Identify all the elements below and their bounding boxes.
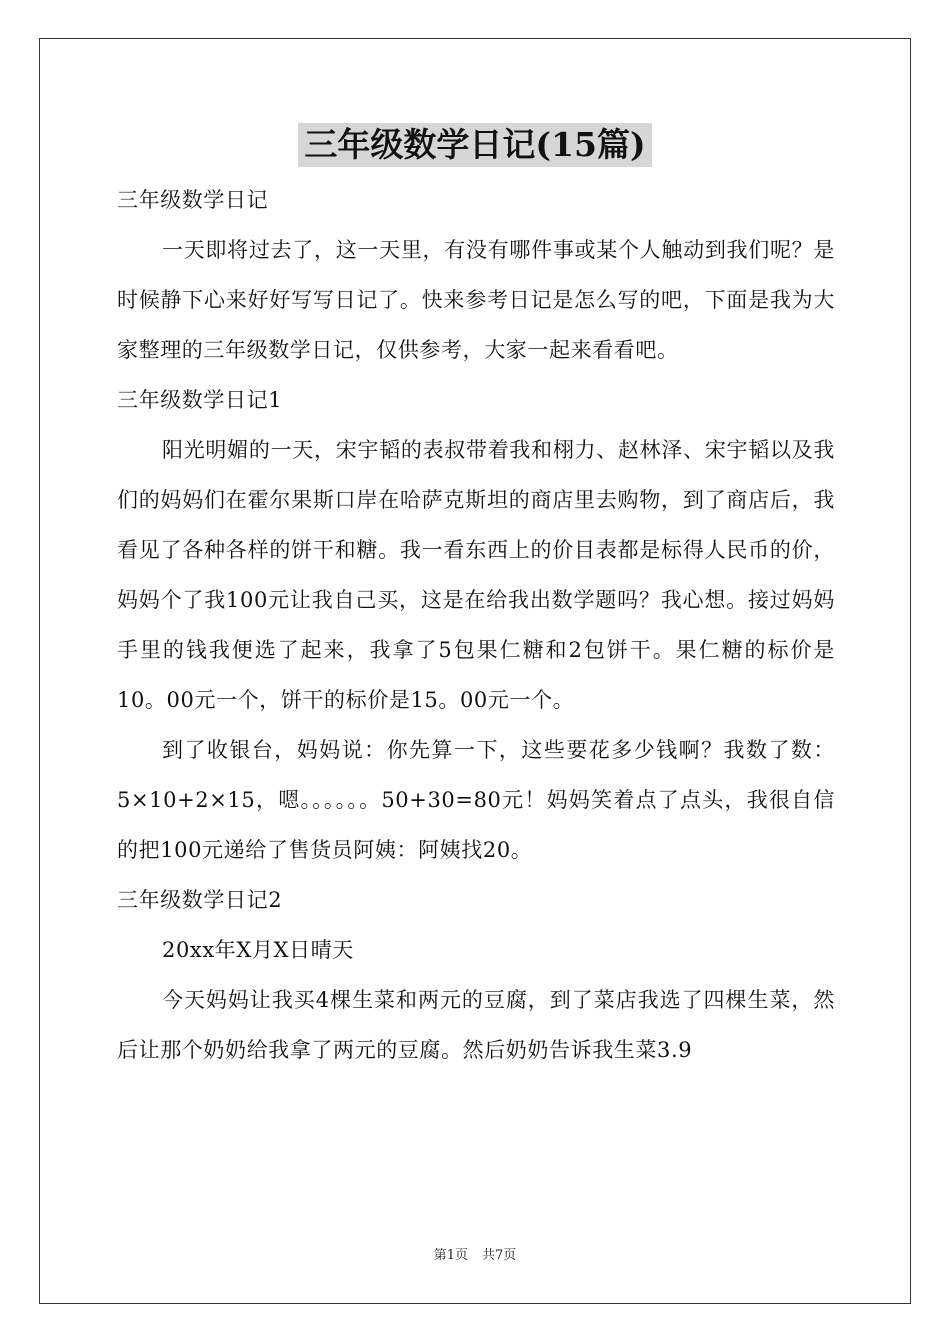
page-footer: [0, 1246, 950, 1266]
page-total: 共7页: [482, 1248, 517, 1263]
page-number: 第1页: [433, 1248, 468, 1263]
section-heading: 三年级数学日记1: [117, 388, 283, 412]
body-paragraph: 今天妈妈让我买4棵生菜和两元的豆腐，到了菜店我选了四棵生菜，然后让那个奶奶给我拿了两元的豆腐。然后奶奶告诉我生菜3.9: [117, 988, 835, 1062]
document-body: [117, 175, 835, 1075]
title-container: [0, 123, 950, 167]
document-title: 三年级数学日记(15篇): [298, 123, 651, 167]
intro-paragraph: 一天即将过去了，这一天里，有没有哪件事或某个人触动到我们呢？是时候静下心来好好写写日记了。快来参考日记是怎么写的吧，下面是我为大家整理的三年级数学日记，仅供参考，大家一起来看看吧。: [117, 238, 835, 362]
section-heading: 三年级数学日记: [117, 188, 269, 212]
section-heading: 三年级数学日记2: [117, 888, 283, 912]
body-paragraph: 阳光明媚的一天，宋宇韬的表叔带着我和栩力、赵林泽、宋宇韬以及我们的妈妈们在霍尔果斯口岸在哈萨克斯坦的商店里去购物，到了商店后，我看见了各种各样的饼干和糖。我一看东西上的价目表都是标得人民币的价，妈妈个了我100元让我自己买，这是在给我出数学题吗？我心想。接过妈妈手里的钱我便选了起来，我拿了5包果仁糖和2包饼干。果仁糖的标价是10。00元一个，饼干的标价是15。00元一个。: [117, 438, 835, 712]
date-line: 20xx年X月X日晴天: [162, 938, 354, 962]
body-paragraph: 到了收银台，妈妈说：你先算一下，这些要花多少钱啊？我数了数：5×10+2×15，嗯。。。。。。50+30=80元！妈妈笑着点了点头，我很自信的把100元递给了售货员阿姨：阿姨找20。: [117, 738, 835, 862]
